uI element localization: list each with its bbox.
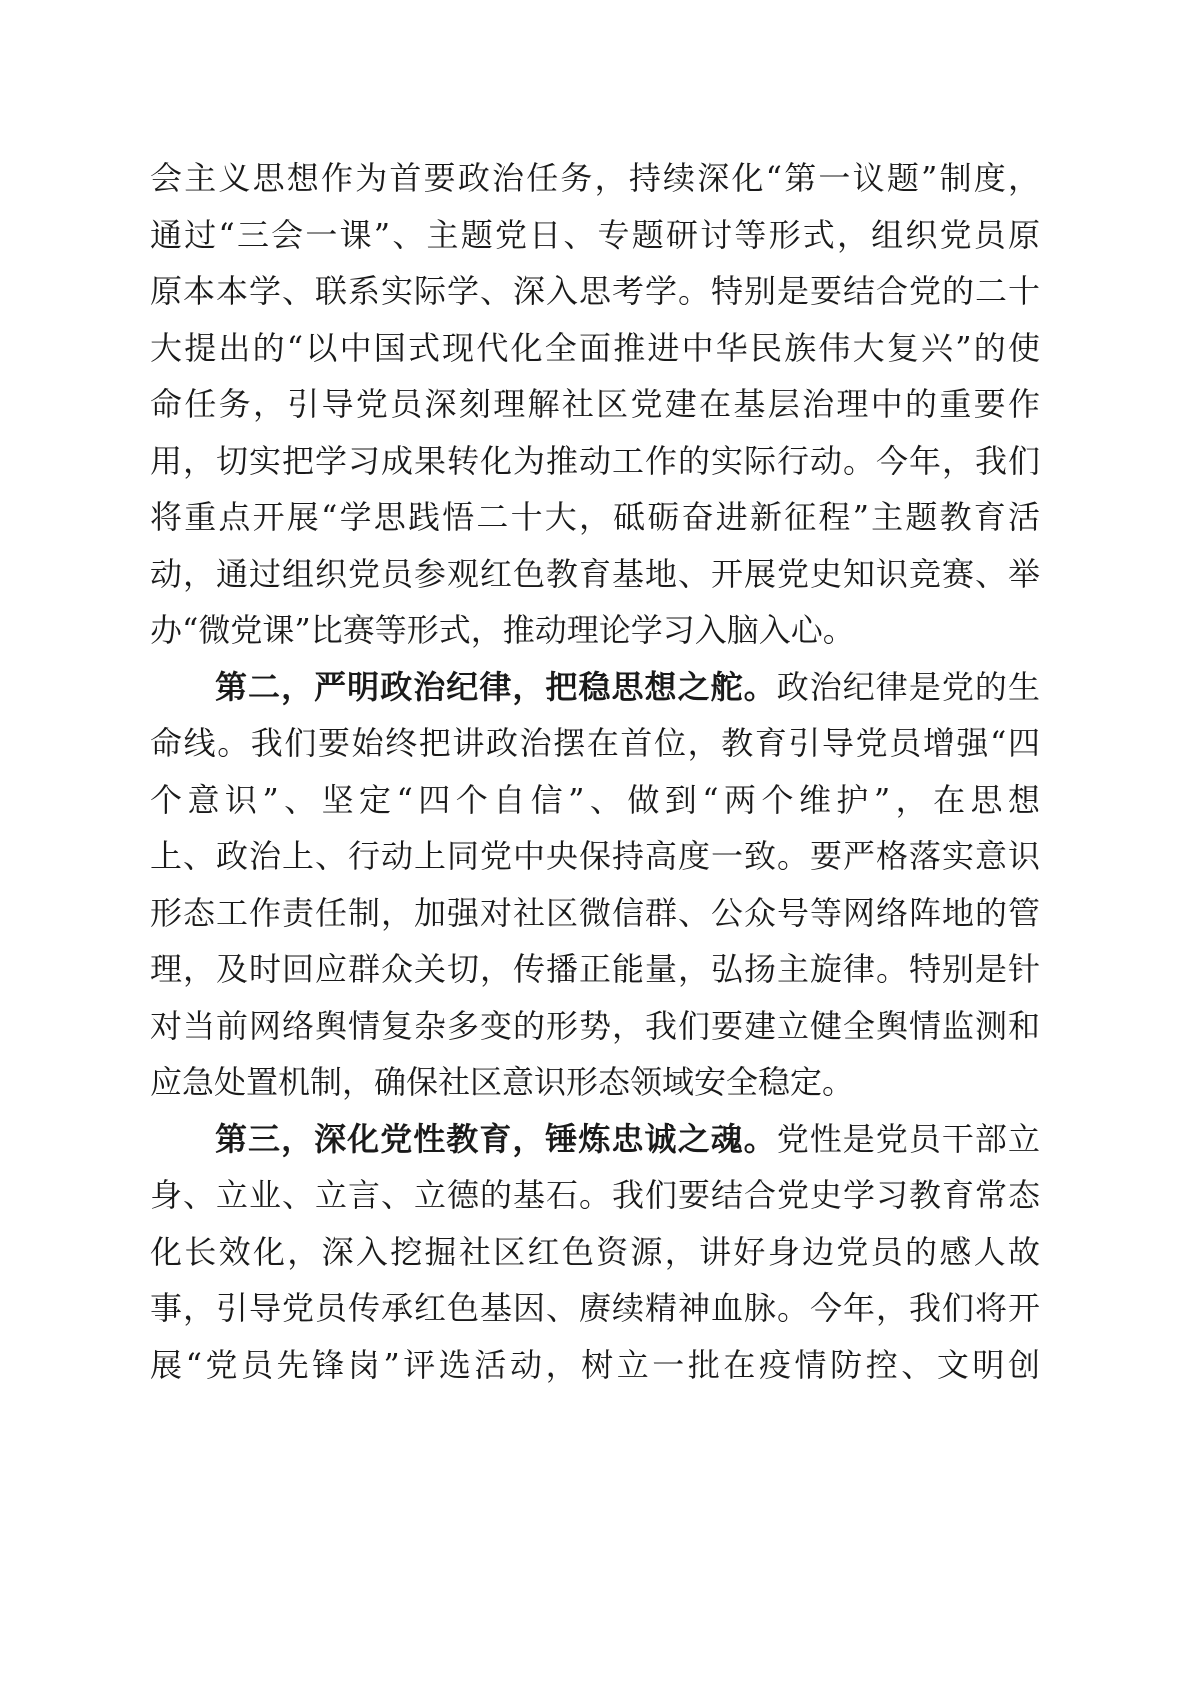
paragraph-1: [150, 150, 1040, 659]
text-line: 用，切实把学习成果转化为推动工作的实际行动。今年，我们: [150, 441, 1040, 480]
paragraph-first-line: [150, 1111, 1040, 1168]
text-run: 党性是党员干部立: [776, 1119, 1040, 1158]
text-line: 应急处置机制，确保社区意识形态领域安全稳定。: [150, 1063, 855, 1101]
text-line: 大提出的“以中国式现代化全面推进中华民族伟大复兴”的使: [150, 328, 1040, 367]
section-heading: 第三，深化党性教育，锤炼忠诚之魂。: [215, 1119, 777, 1158]
paragraph-first-line: [150, 659, 1040, 716]
text-line: 个意识”、坚定“四个自信”、做到“两个维护”，在思想: [150, 780, 1040, 819]
text-line: 上、政治上、行动上同党中央保持高度一致。要严格落实意识: [150, 837, 1040, 875]
text-line: 命线。我们要始终把讲政治摆在首位，教育引导党员增强“四: [150, 724, 1040, 762]
text-line: 命任务，引导党员深刻理解社区党建在基层治理中的重要作: [150, 385, 1040, 423]
text-line: 动，通过组织党员参观红色教育基地、开展党史知识竞赛、举: [150, 554, 1040, 593]
text-line: 会主义思想作为首要政治任务，持续深化“第一议题”制度，: [150, 159, 1040, 197]
text-line: 理，及时回应群众关切，传播正能量，弘扬主旋律。特别是针: [150, 950, 1040, 988]
document-page: [150, 150, 1040, 1530]
text-line: 对当前网络舆情复杂多变的形势，我们要建立健全舆情监测和: [150, 1006, 1040, 1045]
text-line: 展“党员先锋岗”评选活动，树立一批在疫情防控、文明创: [150, 1345, 1040, 1384]
text-run: 政治纪律是党的生: [776, 667, 1040, 706]
text-line: 原本本学、联系实际学、深入思考学。特别是要结合党的二十: [150, 272, 1040, 310]
section-heading: 第二，严明政治纪律，把稳思想之舵。: [215, 667, 777, 706]
text-line: 化长效化，深入挖掘社区红色资源，讲好身边党员的感人故: [150, 1232, 1040, 1271]
text-line: 办“微党课”比赛等形式，推动理论学习入脑入心。: [150, 611, 855, 649]
text-line: 事，引导党员传承红色基因、赓续精神血脉。今年，我们将开: [150, 1289, 1040, 1327]
text-line: 将重点开展“学思践悟二十大，砥砺奋进新征程”主题教育活: [150, 498, 1040, 536]
paragraph-3: [150, 1111, 1040, 1394]
paragraph-2: [150, 659, 1040, 1111]
text-line: 通过“三会一课”、主题党日、专题研讨等形式，组织党员原: [150, 215, 1040, 254]
text-line: 形态工作责任制，加强对社区微信群、公众号等网络阵地的管: [150, 893, 1040, 932]
text-line: 身、立业、立言、立德的基石。我们要结合党史学习教育常态: [150, 1176, 1040, 1214]
